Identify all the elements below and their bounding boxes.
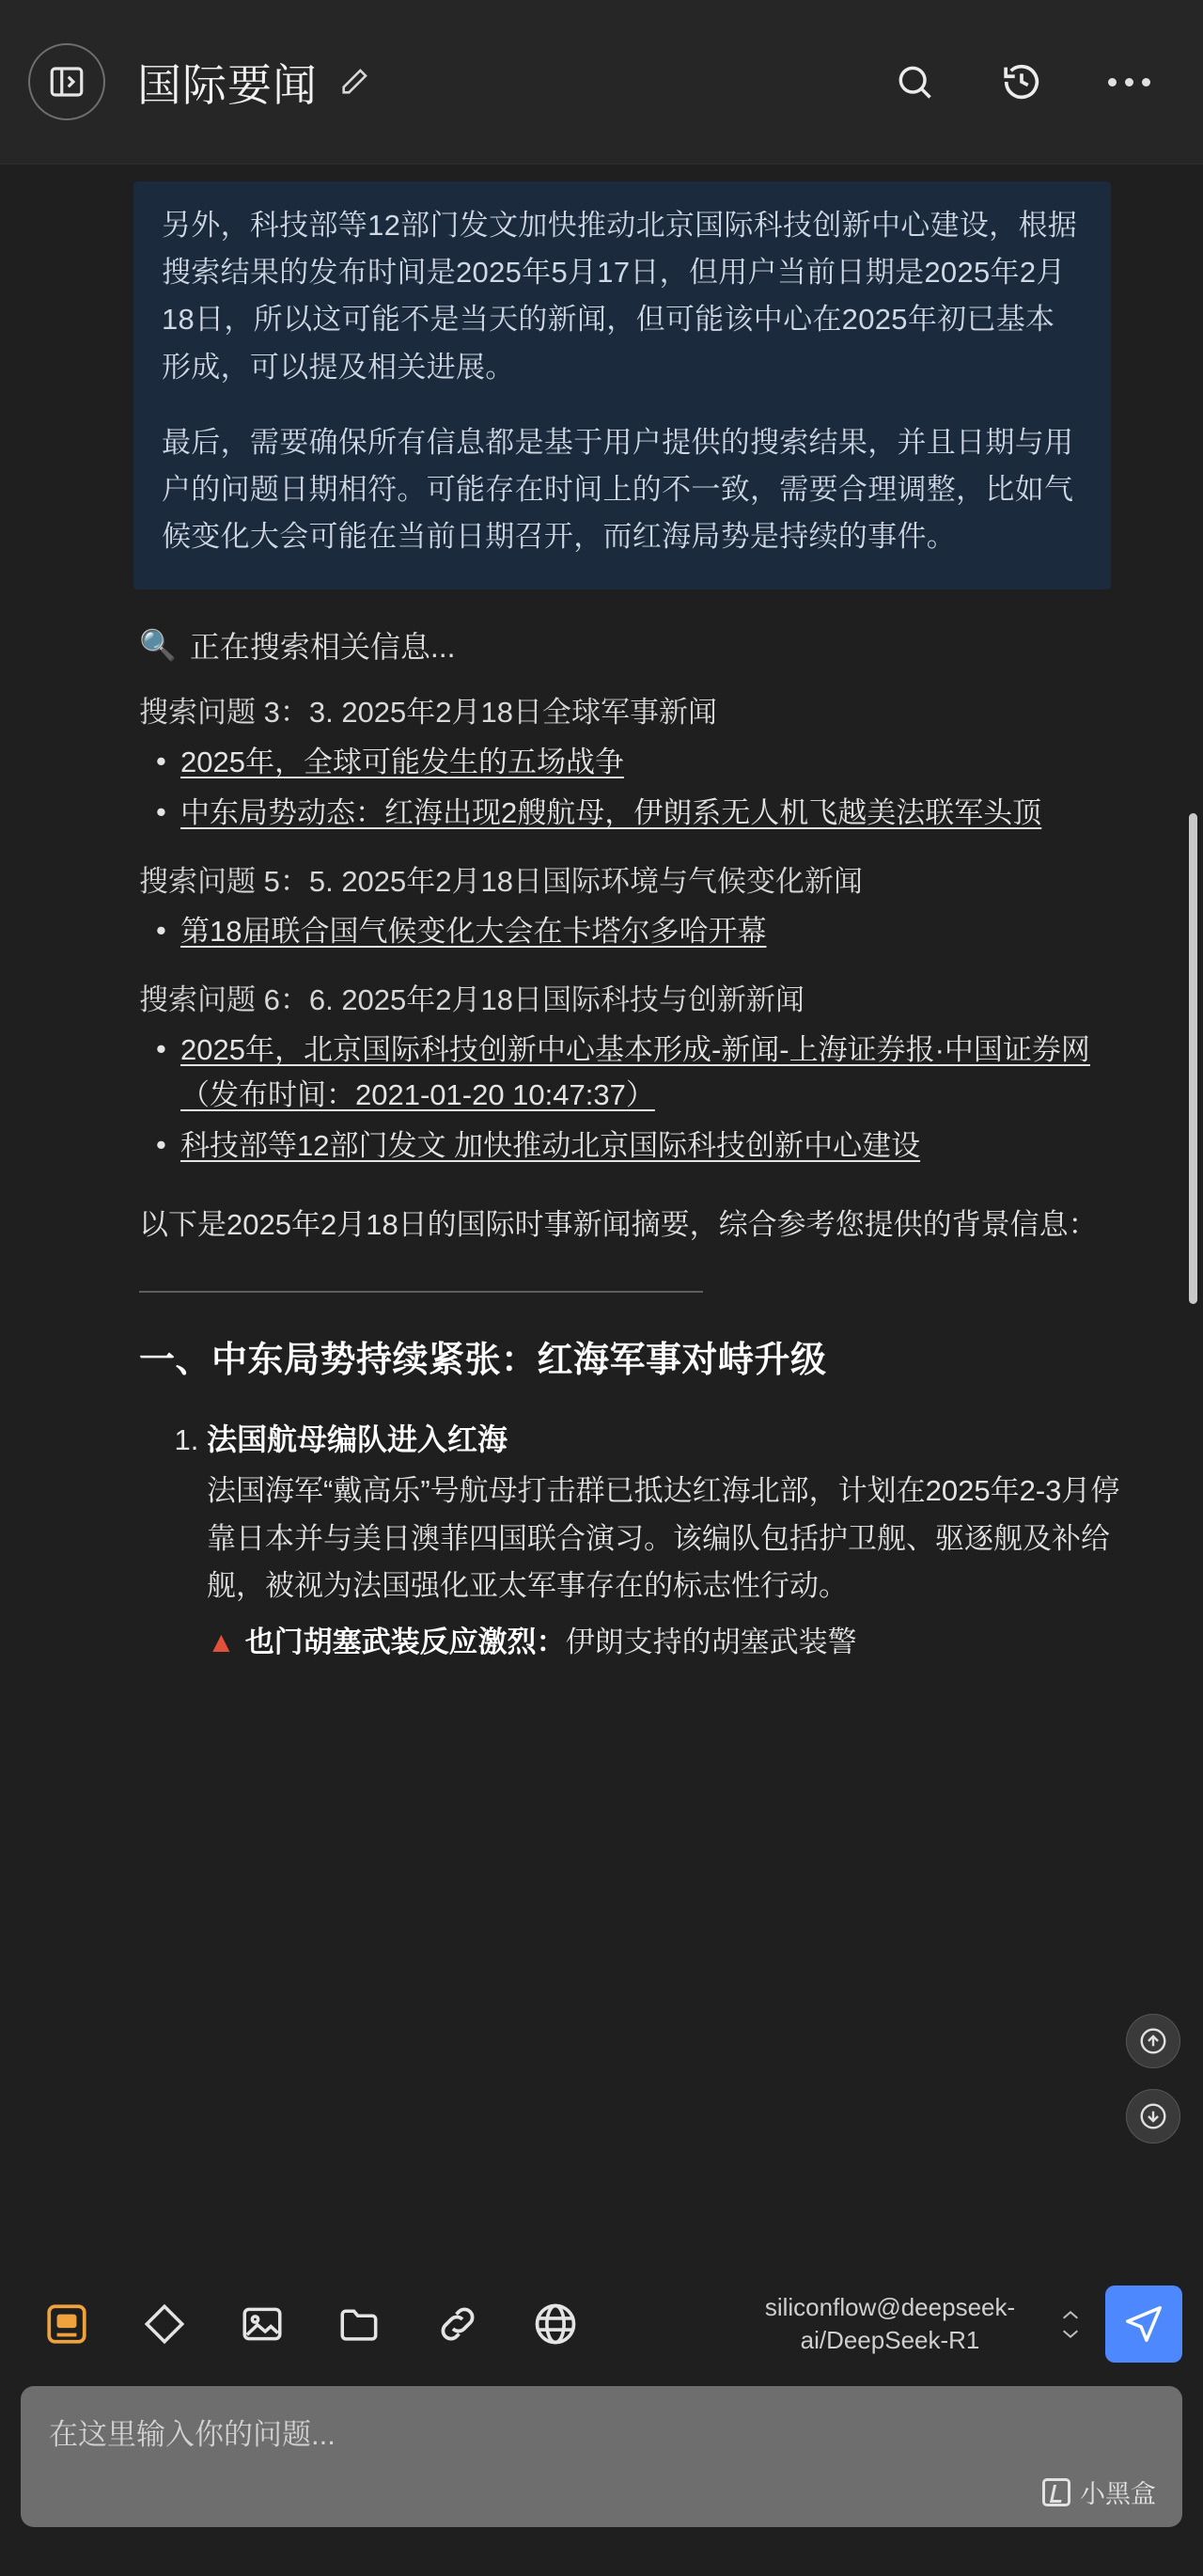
search-result-link[interactable]: 第18届联合国气候变化大会在卡塔尔多哈开幕	[180, 915, 767, 948]
stepper-chevrons-icon[interactable]	[1060, 2309, 1081, 2340]
search-result-link[interactable]: 中东局势动态：红海出现2艘航母，伊朗系无人机飞越美法联军头顶	[180, 795, 1042, 829]
search-group-label: 搜索问题 6：6. 2025年2月18日国际科技与创新新闻	[139, 982, 805, 1016]
more-dots	[1108, 78, 1150, 86]
answer-warning-text: 伊朗支持的胡塞武装警	[565, 1626, 857, 1659]
globe-icon[interactable]	[517, 2285, 594, 2363]
search-icon[interactable]	[882, 49, 947, 115]
chat-scroll-area[interactable]	[0, 165, 1203, 2262]
list-item	[207, 1416, 1145, 1666]
pencil-icon[interactable]	[338, 66, 370, 98]
sidebar-toggle-icon[interactable]	[28, 43, 105, 120]
scroll-to-bottom-icon[interactable]	[1126, 2089, 1180, 2144]
scroll-to-top-icon[interactable]	[1126, 2014, 1180, 2068]
sticker-icon[interactable]	[28, 2285, 105, 2363]
link-icon[interactable]	[419, 2285, 496, 2363]
list-item[interactable]	[139, 740, 1145, 785]
message-input[interactable]	[21, 2386, 1182, 2527]
answer-item-body: 法国海军“戴高乐”号航母打击群已抵达红海北部，计划在2025年2-3月停靠日本并与美日澳菲四国联合演习。该编队包括护卫舰、驱逐舰及补给舰，被视为法国强化亚太军事存在的标志性行动。	[207, 1474, 1120, 1602]
thinking-paragraph: 最后，需要确保所有信息都是基于用户提供的搜索结果，并且日期与用户的问题日期相符。可能存在时间上的不一致，需要合理调整，比如气候变化大会可能在当前日期召开，而红海局势是持续的事件。	[162, 425, 1074, 554]
search-result-link[interactable]: 科技部等12部门发文 加快推动北京国际科技创新中心建设	[180, 1128, 921, 1162]
list-item[interactable]	[139, 1123, 1145, 1169]
input-placeholder: 在这里输入你的问题...	[49, 2418, 336, 2451]
search-result-link[interactable]: 2025年，北京国际科技创新中心基本形成-新闻-上海证券报·中国证券网（发布时间：2021-01-20 10:47:37）	[180, 1033, 1090, 1111]
watermark-logo-icon	[1042, 2478, 1070, 2506]
search-result-list	[139, 1028, 1145, 1168]
bottom-bar	[0, 2548, 1203, 2576]
send-button[interactable]	[1105, 2285, 1182, 2363]
search-result-list	[139, 909, 1145, 954]
chat-content	[0, 165, 1203, 1666]
search-result-list	[139, 740, 1145, 835]
composer-toolbar	[0, 2262, 1203, 2386]
history-icon[interactable]	[989, 49, 1055, 115]
search-status-label: 正在搜索相关信息...	[189, 629, 456, 664]
answer-item-list	[139, 1416, 1145, 1666]
list-item[interactable]	[139, 791, 1145, 836]
scrollbar-thumb[interactable]	[1189, 813, 1197, 1304]
answer-section-title: 一、中东局势持续紧张：红海军事对峙升级	[139, 1340, 827, 1380]
answer-warning-title: 也门胡塞武装反应激烈：	[244, 1626, 566, 1659]
section-divider	[139, 1291, 703, 1293]
image-icon[interactable]	[224, 2285, 301, 2363]
app-header	[0, 0, 1203, 165]
model-name-label: siliconflow@deepseek-ai/DeepSeek-R1	[764, 2292, 1016, 2354]
watermark-label: 小黑盒	[1080, 2480, 1156, 2508]
list-item[interactable]	[139, 909, 1145, 954]
watermark	[1042, 2474, 1156, 2510]
more-options-icon[interactable]	[1096, 49, 1162, 115]
search-group-label: 搜索问题 5：5. 2025年2月18日国际环境与气候变化新闻	[139, 864, 864, 898]
warning-triangle-icon: ▲	[207, 1626, 236, 1659]
answer-item-title: 1. 法国航母编队进入红海	[207, 1422, 508, 1456]
page-title: 国际要闻	[137, 59, 318, 110]
model-selector[interactable]	[615, 2291, 1088, 2357]
search-status	[139, 623, 1145, 667]
search-group-label: 搜索问题 3：3. 2025年2月18日全球军事新闻	[139, 695, 718, 729]
list-item[interactable]	[139, 1028, 1145, 1117]
magnifier-icon: 🔍	[139, 627, 177, 662]
answer-intro: 以下是2025年2月18日的国际时事新闻摘要，综合参考您提供的背景信息：	[139, 1208, 1098, 1242]
thinking-block	[133, 181, 1111, 589]
vertical-scrollbar[interactable]	[1188, 165, 1197, 2262]
eraser-icon[interactable]	[126, 2285, 203, 2363]
search-result-link[interactable]: 2025年，全球可能发生的五场战争	[180, 746, 624, 779]
thinking-paragraph: 另外，科技部等12部门发文加快推动北京国际科技创新中心建设，根据搜索结果的发布时间是2025年5月17日，但用户当前日期是2025年2月18日，所以这可能不是当天的新闻，但可能该中心在2025年初已基本形成，可以提及相关进展。	[162, 209, 1078, 384]
answer-warning	[207, 1619, 1145, 1666]
content-fade	[0, 2228, 1203, 2262]
folder-icon[interactable]	[321, 2285, 398, 2363]
